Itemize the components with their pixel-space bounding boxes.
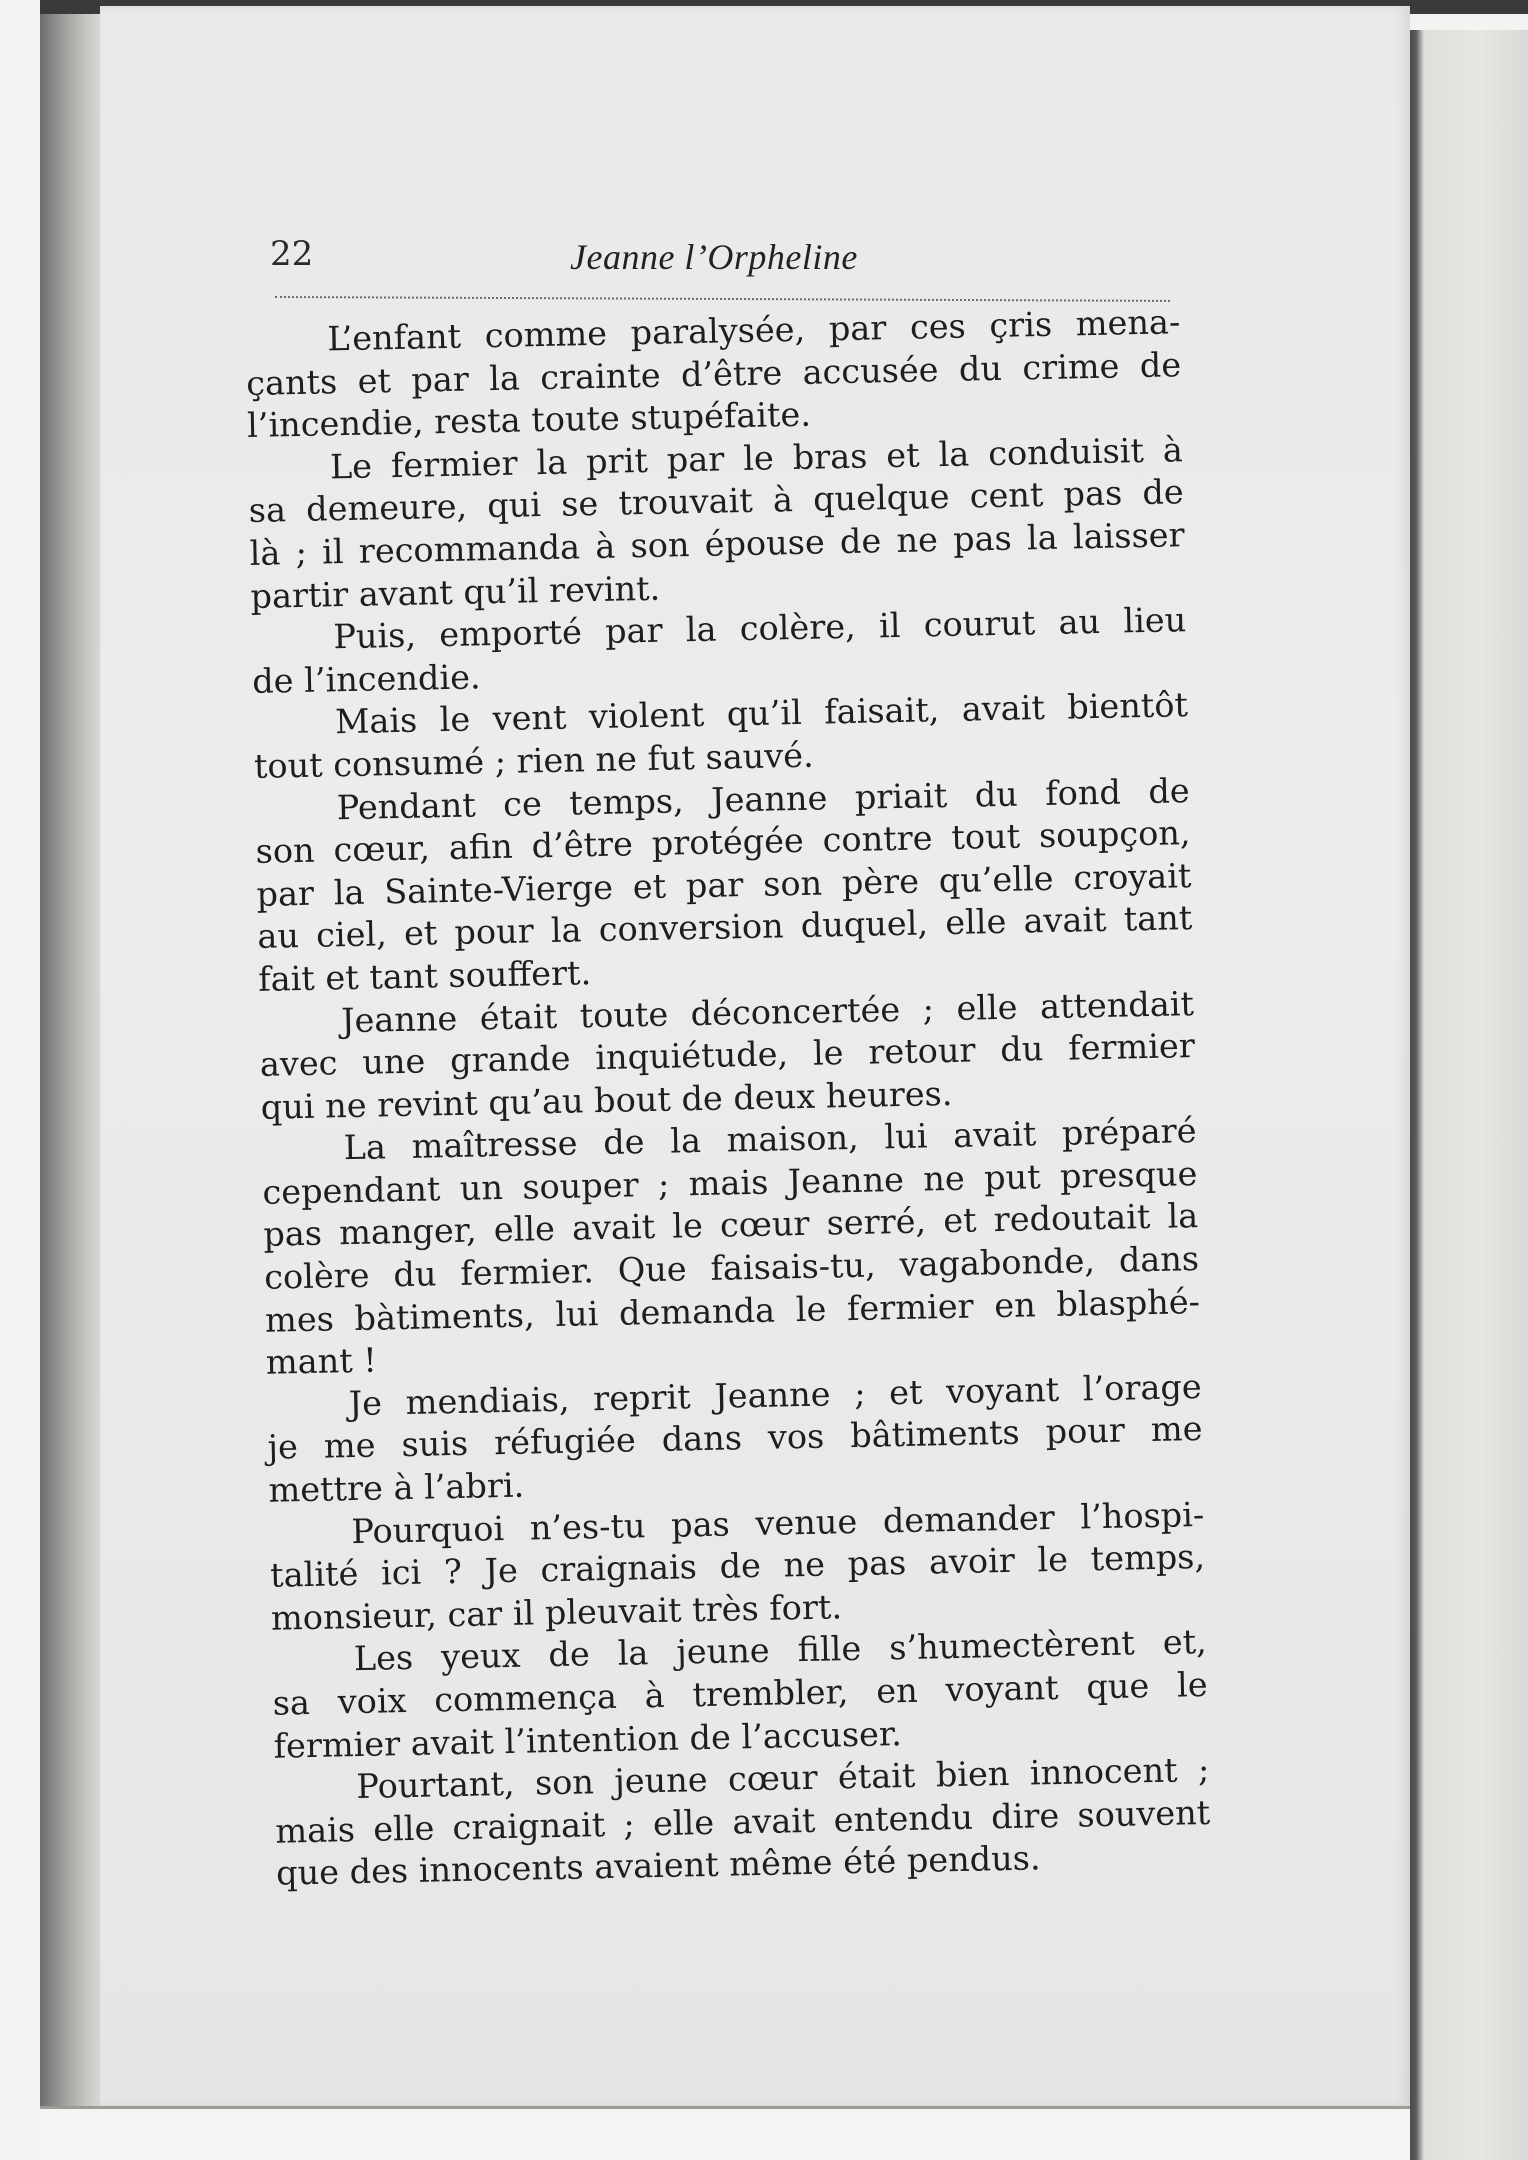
text-line: fermier avait l’intention de l’accuser. bbox=[273, 1713, 903, 1766]
text-line: que des innocents avaient même été pendus. bbox=[275, 1838, 1041, 1894]
text-line: qui ne revint qu’au bout de deux heures. bbox=[260, 1073, 953, 1127]
text-line: Puis, emporté par la colère, il courut au lieu bbox=[332, 600, 1187, 657]
text-line: mant ! bbox=[265, 1340, 378, 1383]
text-line: fait et tant souffert. bbox=[257, 953, 592, 999]
text-line: mais elle craignait ; elle avait entendu dire souvent bbox=[274, 1792, 1211, 1851]
text-line: Je mendiais, reprit Jeanne ; et voyant l’orage bbox=[348, 1366, 1202, 1423]
body-text bbox=[245, 301, 1211, 1895]
scan-bottom-border bbox=[40, 2106, 1410, 2160]
page-header bbox=[270, 230, 1170, 290]
text-line: La maîtresse de la maison, lui avait préparé bbox=[343, 1111, 1197, 1168]
text-line: pas manger, elle avait le cœur serré, et redoutait la bbox=[262, 1196, 1199, 1255]
text-line: Les yeux de la jeune fille s’humectèrent et, bbox=[353, 1622, 1208, 1679]
text-line: monsieur, car il pleuvait très fort. bbox=[270, 1587, 843, 1638]
text-line: Le fermier la prit par le bras et la conduisit à bbox=[329, 429, 1184, 487]
text-line: cependant un souper ; mais Jeanne ne put presque bbox=[262, 1153, 1198, 1212]
text-line: sa voix commença à trembler, en voyant que le bbox=[272, 1664, 1208, 1723]
text-line: par la Sainte-Vierge et par son père qu’elle croyait bbox=[256, 855, 1192, 914]
text-line: Pourtant, son jeune cœur était bien innocent ; bbox=[356, 1750, 1210, 1807]
text-line: Pendant ce temps, Jeanne priait du fond de bbox=[336, 770, 1191, 827]
text-line: talité ici ? Je craignais de ne pas avoir le temps, bbox=[269, 1537, 1206, 1595]
text-line: au ciel, et pour la conversion duquel, elle avait tant bbox=[256, 898, 1193, 957]
text-line: de l’incendie. bbox=[251, 657, 481, 701]
text-line: avec une grande inquiétude, le retour du fermier bbox=[259, 1026, 1196, 1084]
text-line: çants et par la crainte d’être accusée du crime de bbox=[245, 344, 1182, 403]
text-line: Pourquoi n’es-tu pas venue demander l’hospi- bbox=[350, 1494, 1205, 1551]
page-number: 22 bbox=[270, 234, 314, 274]
text-line: partir avant qu’il revint. bbox=[250, 568, 661, 616]
text-line: Jeanne était toute déconcertée ; elle attendait bbox=[340, 983, 1195, 1040]
facing-page-edge bbox=[1410, 30, 1528, 2160]
text-line: l’incendie, resta toute stupéfaite. bbox=[246, 394, 812, 446]
text-line: son cœur, afin d’être protégée contre tout soupçon, bbox=[255, 813, 1191, 872]
text-line: là ; il recommanda à son épouse de ne pas la laisser bbox=[249, 515, 1185, 573]
text-line: Mais le vent violent qu’il faisait, avait bientôt bbox=[334, 685, 1189, 742]
text-line: tout consumé ; rien ne fut sauvé. bbox=[253, 735, 815, 786]
text-line: L’enfant comme paralysée, par ces çris mena- bbox=[327, 302, 1181, 359]
text-line: sa demeure, qui se trouvait à quelque cent pas de bbox=[248, 472, 1185, 531]
text-line: mes bàtiments, lui demanda le fermier en blasphé- bbox=[264, 1281, 1201, 1340]
text-line: colère du fermier. Que faisais-tu, vagabonde, dans bbox=[263, 1239, 1200, 1297]
text-line: mettre à l’abri. bbox=[268, 1465, 525, 1510]
running-title: Jeanne l’Orpheline bbox=[570, 237, 858, 277]
text-line: je me suis réfugiée dans vos bâtiments pour me bbox=[267, 1409, 1203, 1468]
